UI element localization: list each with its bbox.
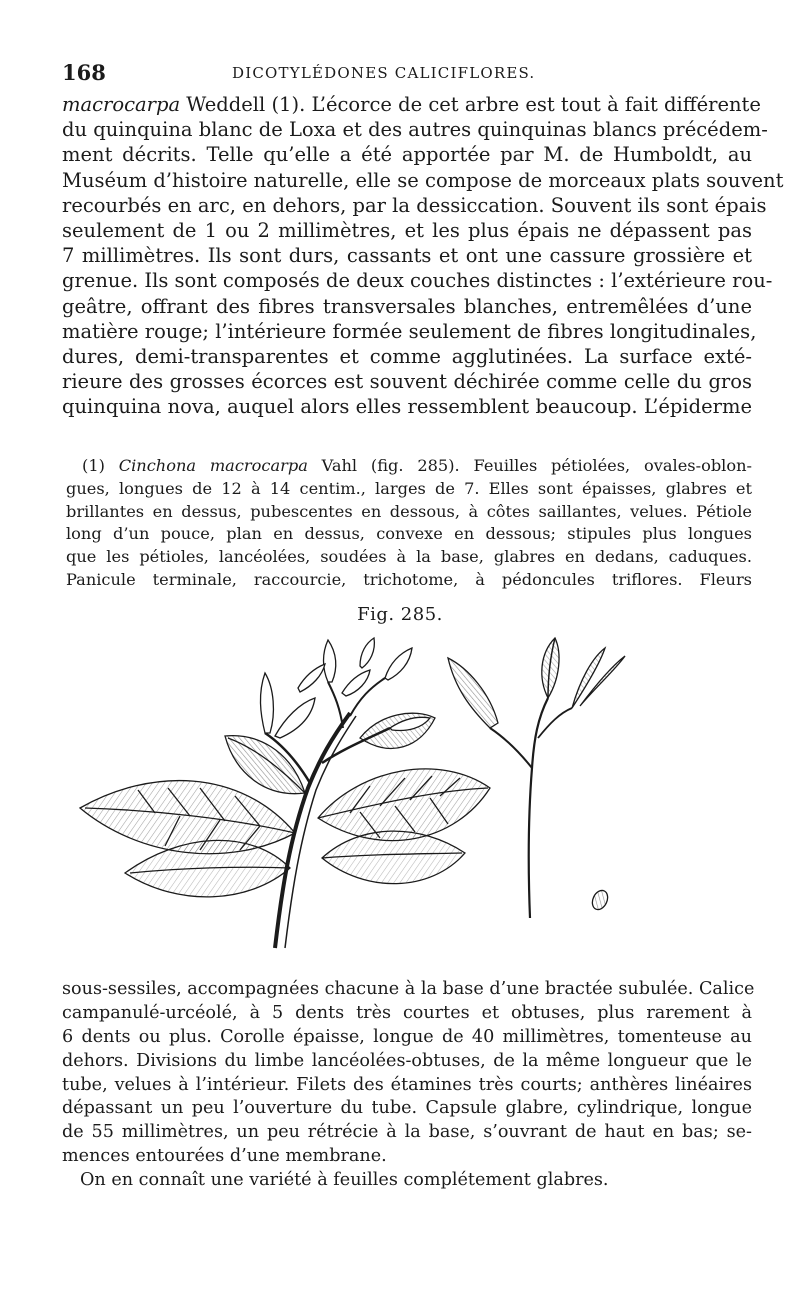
text-line: seulement de 1 ou 2 millimètres, et les plus épais ne dépassent pas	[62, 218, 752, 242]
footnote-line: de 55 millimètres, un peu rétrécie à la base, s’ouvrant de haut en bas; se-	[62, 1122, 752, 1143]
text-line: geâtre, offrant des fibres transversales blanches, entremêlées d’une	[62, 294, 752, 318]
footnote-line: mences entourées d’une membrane.	[62, 1146, 387, 1167]
taxon-name: Cinchona macrocarpa	[118, 456, 308, 475]
text-line: recourbés en arc, en dehors, par la dessiccation. Souvent ils sont épais	[62, 193, 767, 217]
footnote-marker: (1)	[82, 456, 119, 475]
italic-term: macrocarpa	[62, 93, 181, 116]
figure-caption: Fig. 285.	[357, 604, 443, 625]
page-number: 168	[62, 60, 106, 85]
footnote-line: tube, velues à l’intérieur. Filets des étamines très courts; anthères linéaires	[62, 1074, 752, 1095]
botanical-illustration	[60, 618, 660, 980]
text-line: 7 millimètres. Ils sont durs, cassants et ont une cassure grossière et	[62, 244, 752, 268]
footnote-line: que les pétioles, lancéolées, soudées à la base, glabres en dedans, caduques.	[66, 547, 752, 567]
text-line: matière rouge; l’intérieure formée seulement de fibres longitudinales,	[62, 319, 757, 343]
footnote-line: 6 dents ou plus. Corolle épaisse, longue de 40 millimètres, tomenteuse au	[62, 1026, 752, 1047]
footnote-line: Panicule terminale, raccourcie, trichotome, à pédoncules triflores. Fleurs	[66, 569, 752, 589]
footnote-line: long d’un pouce, plan en dessus, convexe en dessous; stipules plus longues	[66, 524, 752, 544]
text-line: du quinquina blanc de Loxa et des autres quinquinas blancs précédem-	[62, 118, 768, 142]
continued-footnote	[62, 978, 755, 1193]
footnote-line: campanulé-urcéolé, à 5 dents très courtes et obtuses, plus rarement à	[62, 1002, 752, 1023]
footnote-line: dehors. Divisions du limbe lancéolées-obtuses, de la même longueur que le	[62, 1050, 752, 1071]
footnote	[66, 455, 752, 592]
text-line: rieure des grosses écorces est souvent déchirée comme celle du gros	[62, 370, 752, 394]
text-line: ment décrits. Telle qu’elle a été apportée par M. de Humboldt, au	[62, 143, 752, 167]
text-line: quinquina nova, auquel alors elles ressemblent beaucoup. L’épiderme	[62, 395, 752, 419]
footnote-line: sous-sessiles, accompagnées chacune à la base d’une bractée subulée. Calice	[62, 979, 755, 999]
text-line: macrocarpa Weddell (1). L’écorce de cet arbre est tout à fait différente	[62, 93, 761, 116]
footnote-line: gues, longues de 12 à 14 centim., larges de 7. Elles sont épaisses, glabres et	[66, 478, 752, 498]
footnote-line: brillantes en dessus, pubescentes en dessous, à côtes saillantes, velues. Pétiole	[66, 501, 752, 521]
text-line: grenue. Ils sont composés de deux couches distinctes : l’extérieure rou-	[62, 269, 773, 293]
text-line: Muséum d’histoire naturelle, elle se compose de morceaux plats souvent	[62, 168, 784, 192]
main-text	[62, 92, 784, 419]
closing-line: On en connaît une variété à feuilles complétement glabres.	[80, 1170, 609, 1191]
footnote-line: (1) Cinchona macrocarpa Vahl (fig. 285). Feuilles pétiolées, ovales-oblon-	[82, 456, 752, 475]
page-header	[62, 60, 744, 90]
footnote-line: dépassant un peu l’ouverture du tube. Capsule glabre, cylindrique, longue	[62, 1098, 752, 1119]
running-head: DICOTYLÉDONES CALICIFLORES.	[232, 64, 536, 82]
text-line: dures, demi-transparentes et comme agglutinées. La surface exté-	[62, 344, 752, 368]
